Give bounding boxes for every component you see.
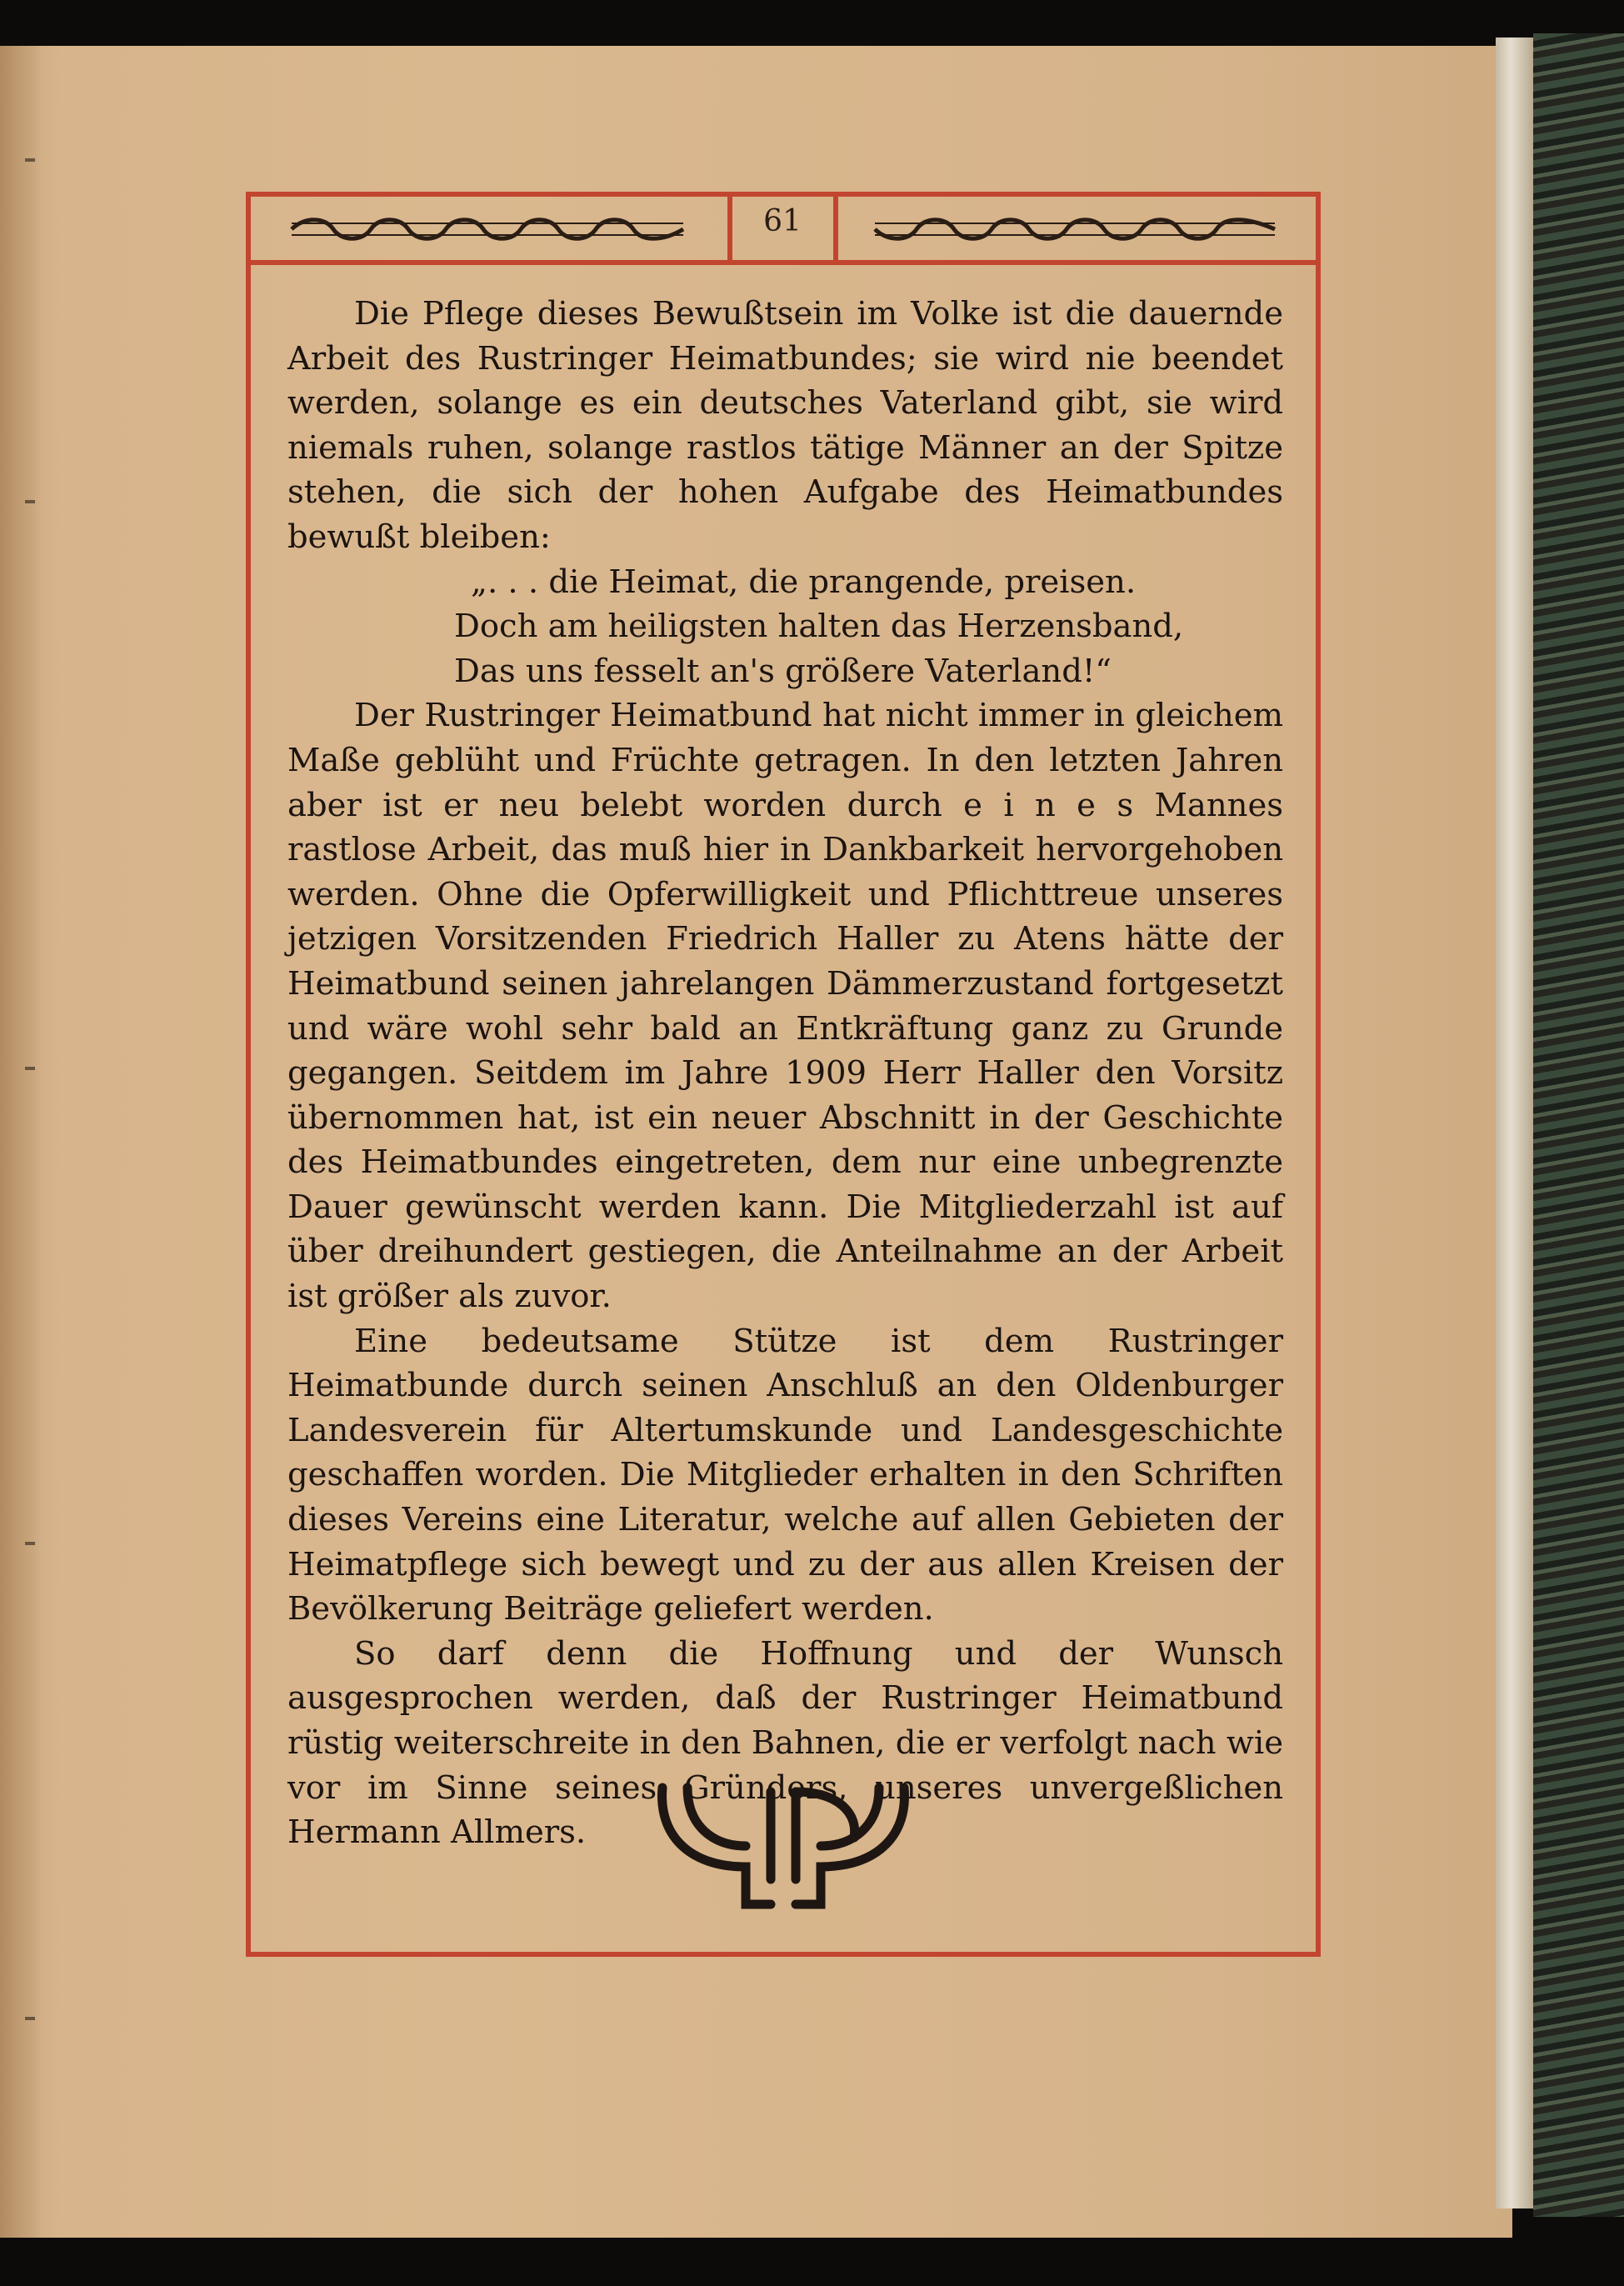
- header-divider: [727, 192, 732, 265]
- header-divider: [833, 192, 838, 265]
- binding-stitch: [25, 1542, 35, 1545]
- verse-line: Doch am heiligsten halten das Herzensband,: [454, 608, 1184, 646]
- page-edges: [1496, 38, 1533, 2208]
- binding-stitch: [25, 2017, 35, 2020]
- binding-stitch: [25, 1067, 35, 1070]
- verse-quote: [287, 560, 1283, 694]
- book-gutter: [0, 46, 42, 2238]
- page-number: 61: [763, 204, 802, 238]
- paragraph: Eine bedeutsame Stütze ist dem Rustringer Heimatbunde durch seinen Anschluß an den Oldenburger Landesverein für Altertumskunde und Landesgeschichte geschaffen worden. Die Mitglieder erhalten in den Schriften dieses Vereins eine Literatur, welche auf allen Gebieten der Heimatpflege sich bewegt und zu der aus allen Kreisen der Bevölkerung Beiträge geliefert werden.: [287, 1322, 1283, 1628]
- binding-stitch: [25, 500, 35, 503]
- verse-line: „. . . die Heimat, die prangende, preisen.: [471, 563, 1137, 601]
- verse-line: Das uns fesselt an's größere Vaterland!“: [454, 652, 1112, 690]
- page-text: [287, 292, 1283, 1855]
- binding-stitch: [25, 158, 35, 162]
- paragraph: So darf denn die Hoffnung und der Wunsch ausgesprochen werden, daß der Rustringer Heimatbund rüstig weiterschreite in den Bahnen, die er verfolgt nach wie vor im Sinne seines Gründers, unseres unvergeßlichen Hermann Allmers.: [287, 1634, 1283, 1852]
- paragraph: Der Rustringer Heimatbund hat nicht immer in gleichem Maße geblüht und Früchte getragen. In den letzten Jahren aber ist er neu belebt worden durch e i n e s Mannes rastlose Arbeit, das muß hier in Dankbarkeit hervorgehoben werden. Ohne die Opferwilligkeit und Pflichttreue unseres jetzigen Vorsitzenden Friedrich Haller zu Atens hätte der Heimatbund seinen jahrelangen Dämmerzustand fortgesetzt und wäre wohl sehr bald an Entkräftung ganz zu Grunde gegangen. Seitdem im Jahre 1909 Herr Haller den Vorsitz übernommen hat, ist ein neuer Abschnitt in der Geschichte des Heimatbundes eingetreten, dem nur eine unbegrenzte Dauer gewünscht werden kann. Die Mitgliederzahl ist auf über dreihundert gestiegen, die Anteilnahme an der Arbeit ist größer als zuvor.: [287, 697, 1283, 1316]
- wave-scroll-ornament-icon: [287, 215, 687, 243]
- paragraph: Die Pflege dieses Bewußtsein im Volke ist die dauernde Arbeit des Rustringer Heimatbundes; sie wird nie beendet werden, solange es ein deutsches Vaterland gibt, sie wird niemals ruhen, solange rastlos tätige Männer an der Spitze stehen, die sich der hohen Aufgabe des Heimatbundes bewußt bleiben:: [287, 295, 1283, 556]
- art-nouveau-vignette-icon: [654, 1775, 912, 1917]
- header-rule: [246, 260, 1321, 265]
- marbled-cover: [1533, 33, 1624, 2217]
- wave-scroll-ornament-icon: [871, 215, 1279, 243]
